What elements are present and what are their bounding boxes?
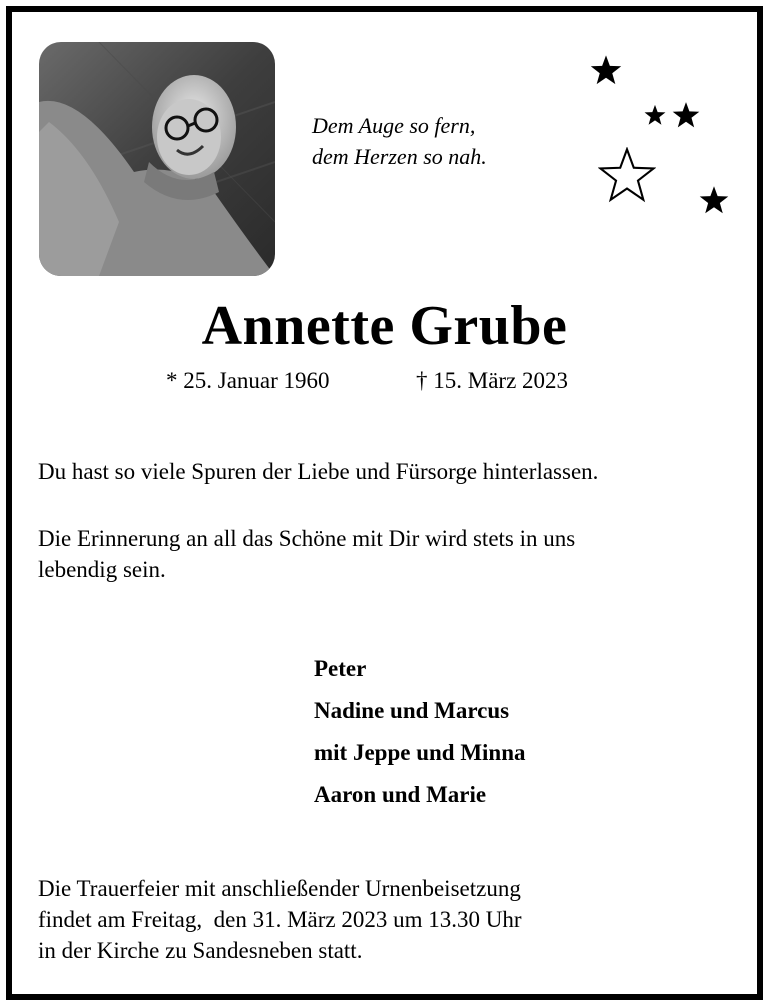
message-1: Du hast so viele Spuren der Liebe und Fürsorge hinterlassen.	[38, 459, 599, 484]
obituary-frame	[6, 6, 763, 1000]
message-2-line-1: Die Erinnerung an all das Schöne mit Dir wird stets in uns	[38, 526, 576, 551]
family-member: mit Jeppe und Minna	[314, 740, 526, 765]
death-date: † 15. März 2023	[416, 368, 569, 393]
portrait-photo	[39, 42, 275, 276]
star-outline-icon	[598, 147, 656, 203]
family-member: Aaron und Marie	[314, 782, 487, 807]
quote	[312, 110, 487, 172]
family-list	[314, 648, 526, 816]
star-icon	[590, 54, 622, 86]
service-line-2: findet am Freitag, den 31. März 2023 um 13.30 Uhr	[38, 907, 522, 932]
service-line-3: in der Kirche zu Sandesneben statt.	[38, 938, 363, 963]
star-icon	[699, 185, 729, 215]
message-2-line-2: lebendig sein.	[38, 557, 166, 582]
birth-date: * 25. Januar 1960	[166, 368, 330, 393]
quote-line-1: Dem Auge so fern,	[312, 113, 476, 138]
service-line-1: Die Trauerfeier mit anschließender Urnenbeisetzung	[38, 876, 521, 901]
quote-line-2: dem Herzen so nah.	[312, 144, 487, 169]
family-member: Peter	[314, 656, 367, 681]
family-member: Nadine und Marcus	[314, 698, 510, 723]
deceased-name: Annette Grube	[201, 295, 568, 357]
star-icon	[672, 101, 700, 129]
star-icon	[644, 104, 666, 126]
